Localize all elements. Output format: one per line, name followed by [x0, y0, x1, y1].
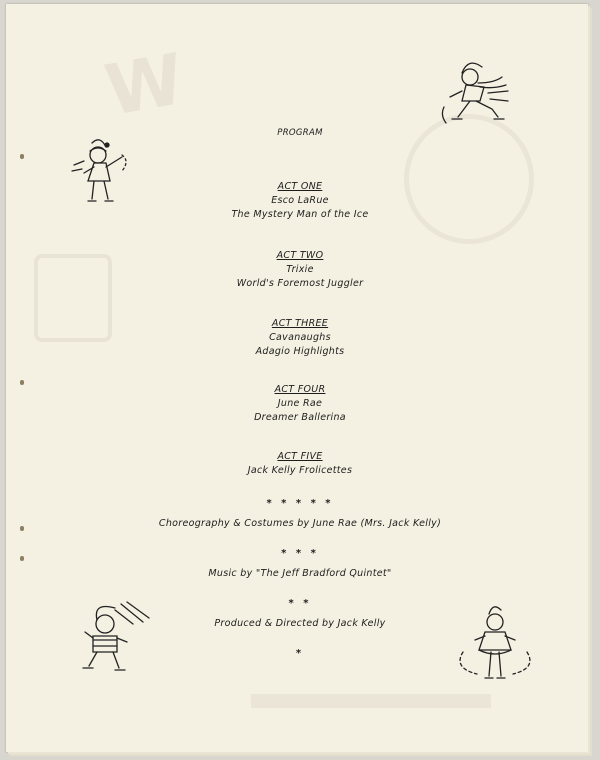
act-two — [0, 249, 600, 291]
skater-elf-icon — [455, 602, 535, 702]
skater-elf-icon — [440, 55, 518, 145]
act-description: Adagio Highlights — [255, 346, 345, 357]
performer-name: Cavanaughs — [269, 332, 331, 343]
separator-five-stars: * * * * * — [266, 498, 334, 509]
music-credit: Music by "The Jeff Bradford Quintet" — [208, 568, 392, 579]
act-description: Jack Kelly Frolicettes — [247, 465, 353, 476]
separator-one-star: * — [295, 648, 305, 659]
program-heading: PROGRAM — [277, 128, 323, 138]
act-title: ACT FIVE — [277, 451, 323, 462]
act-title: ACT TWO — [276, 250, 324, 261]
act-description: Dreamer Ballerina — [254, 412, 346, 423]
skater-elf-icon — [70, 135, 140, 220]
act-title: ACT FOUR — [274, 384, 326, 395]
act-three — [0, 317, 600, 359]
act-description: The Mystery Man of the Ice — [231, 209, 369, 220]
performer-name: Trixie — [286, 264, 314, 275]
staple-hole — [20, 154, 24, 159]
act-five — [0, 450, 600, 478]
choreography-credit: Choreography & Costumes by June Rae (Mrs. Jack Kelly) — [158, 518, 442, 529]
act-four — [0, 383, 600, 425]
performer-name: Esco LaRue — [271, 195, 329, 206]
producer-credit: Produced & Directed by Jack Kelly — [214, 618, 386, 629]
act-title: ACT THREE — [271, 318, 329, 329]
act-title: ACT ONE — [277, 181, 323, 192]
skater-elf-icon — [75, 600, 155, 685]
performer-name: June Rae — [277, 398, 323, 409]
separator-two-stars: * * — [288, 598, 312, 609]
separator-three-stars: * * * — [281, 548, 319, 559]
show-through-logo: W — [99, 37, 190, 133]
act-description: World's Foremost Juggler — [236, 278, 364, 289]
